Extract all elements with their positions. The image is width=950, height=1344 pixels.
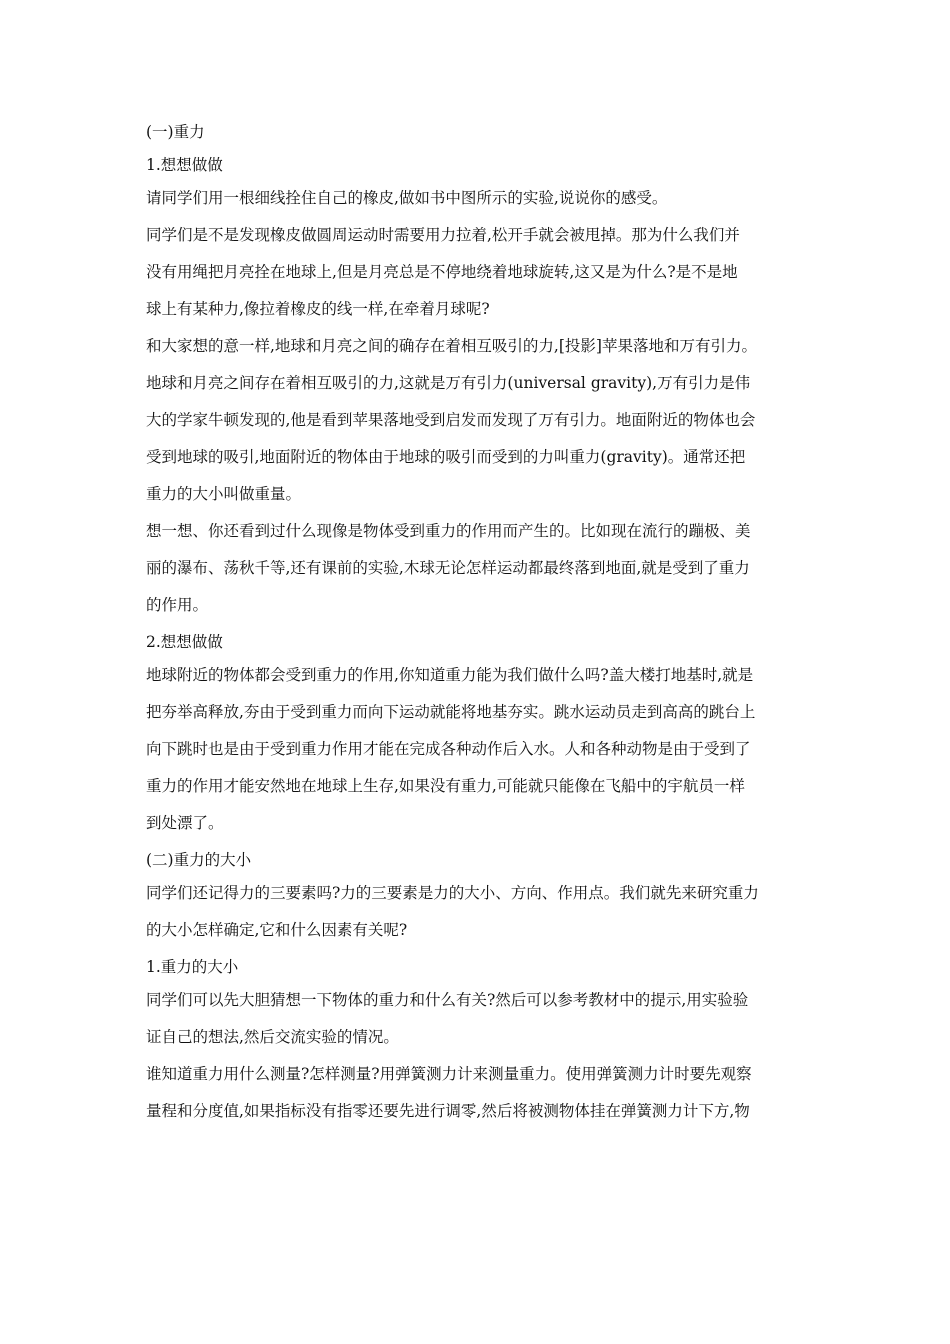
text-line: 证自己的想法,然后交流实验的情况。 <box>146 1028 399 1046</box>
paragraph <box>146 990 810 1048</box>
text-line: 的作用。 <box>146 596 209 614</box>
text-line: 球上有某种力,像拉着橡皮的线一样,在牵着月球呢? <box>146 300 490 318</box>
text-line: 地球和月亮之间存在着相互吸引的力,这就是万有引力(universal gravity),万有引力是伟 <box>146 374 751 392</box>
section-heading: 1.重力的大小 <box>146 958 239 976</box>
text-line: 到处漂了。 <box>146 814 224 832</box>
text-line: 重力的大小叫做重量。 <box>146 485 302 503</box>
text-line: 量程和分度值,如果指标没有指零还要先进行调零,然后将被测物体挂在弹簧测力计下方,物 <box>146 1102 750 1120</box>
text-line: 重力的作用才能安然地在地球上生存,如果没有重力,可能就只能像在飞船中的宇航员一样 <box>146 777 745 795</box>
paragraph <box>146 336 810 357</box>
text-line: 受到地球的吸引,地面附近的物体由于地球的吸引而受到的力叫重力(gravity)。通常还把 <box>146 448 746 466</box>
text-line: 同学们可以先大胆猜想一下物体的重力和什么有关?然后可以参考教材中的提示,用实验验 <box>146 991 749 1009</box>
paragraph <box>146 883 810 941</box>
paragraph <box>146 225 810 320</box>
text-line: 把夯举高释放,夯由于受到重力而向下运动就能将地基夯实。跳水运动员走到高高的跳台上 <box>146 703 756 721</box>
section-heading: (一)重力 <box>146 123 205 141</box>
text-line: 想一想、你还看到过什么现像是物体受到重力的作用而产生的。比如现在流行的蹦极、美 <box>146 522 751 540</box>
paragraph <box>146 373 810 505</box>
section-heading: 2.想想做做 <box>146 633 223 651</box>
text-line: 谁知道重力用什么测量?怎样测量?用弹簧测力计来测量重力。使用弹簧测力计时要先观察 <box>146 1065 752 1083</box>
paragraph <box>146 521 810 616</box>
text-line: 大的学家牛顿发现的,他是看到苹果落地受到启发而发现了万有引力。地面附近的物体也会 <box>146 411 756 429</box>
section-heading: (二)重力的大小 <box>146 851 252 869</box>
text-line: 丽的瀑布、荡秋千等,还有课前的实验,木球无论怎样运动都最终落到地面,就是受到了重力 <box>146 559 750 577</box>
text-line: 同学们还记得力的三要素吗?力的三要素是力的大小、方向、作用点。我们就先来研究重力 <box>146 884 759 902</box>
paragraph <box>146 188 810 209</box>
paragraph <box>146 665 810 834</box>
text-line: 没有用绳把月亮拴在地球上,但是月亮总是不停地绕着地球旋转,这又是为什么?是不是地 <box>146 263 738 281</box>
document-body <box>146 122 810 1138</box>
text-line: 同学们是不是发现橡皮做圆周运动时需要用力拉着,松开手就会被甩掉。那为什么我们并 <box>146 226 740 244</box>
text-line: 和大家想的意一样,地球和月亮之间的确存在着相互吸引的力,[投影]苹果落地和万有引力。 <box>146 337 757 355</box>
paragraph <box>146 1064 810 1122</box>
text-line: 地球附近的物体都会受到重力的作用,你知道重力能为我们做什么吗?盖大楼打地基时,就是 <box>146 666 754 684</box>
text-line: 向下跳时也是由于受到重力作用才能在完成各种动作后入水。人和各种动物是由于受到了 <box>146 740 751 758</box>
text-line: 的大小怎样确定,它和什么因素有关呢? <box>146 921 408 939</box>
text-line: 请同学们用一根细线拴住自己的橡皮,做如书中图所示的实验,说说你的感受。 <box>146 189 668 207</box>
section-heading: 1.想想做做 <box>146 156 223 174</box>
